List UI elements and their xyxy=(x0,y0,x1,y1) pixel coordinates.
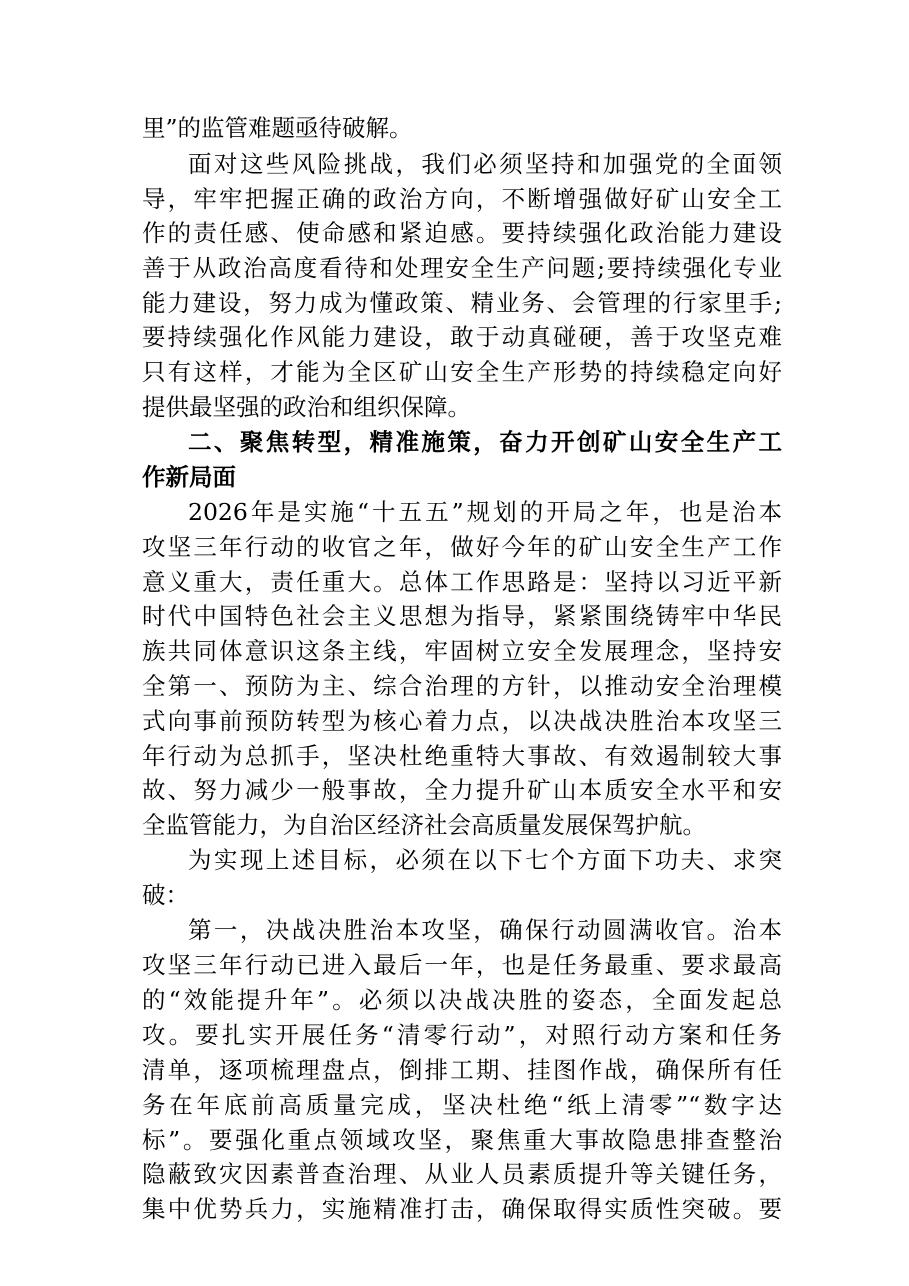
text-line: 的“效能提升年”。必须以决战决胜的姿态，全面发起总 xyxy=(142,986,782,1014)
text-line: 全监管能力，为自治区经济社会高质量发展保驾护航。 xyxy=(142,811,706,839)
text-line: 全第一、预防为主、综合治理的方针，以推动安全治理模 xyxy=(142,672,782,700)
text-line: 族共同体意识这条主线，牢固树立安全发展理念，坚持安 xyxy=(142,637,782,665)
text-line: 作的责任感、使命感和紧迫感。要持续强化政治能力建设 xyxy=(142,219,782,247)
text-line: 标”。要强化重点领域攻坚，聚焦重大事故隐患排查整治 xyxy=(142,1126,782,1154)
text-line: 年行动为总抓手，坚决杜绝重特大事故、有效遏制较大事 xyxy=(142,742,782,770)
text-line: 意义重大，责任重大。总体工作思路是：坚持以习近平新 xyxy=(142,568,782,596)
text-line: 隐蔽致灾因素普查治理、从业人员素质提升等关键任务， xyxy=(142,1160,782,1188)
paragraph-first-line: 第一，决战决胜治本攻坚，确保行动圆满收官。治本 xyxy=(188,916,782,944)
text-line: 务在年底前高质量完成，坚决杜绝“纸上清零”“数字达 xyxy=(142,1091,782,1119)
text-line: 只有这样，才能为全区矿山安全生产形势的持续稳定向好 xyxy=(142,358,782,386)
text-line: 式向事前预防转型为核心着力点，以决战决胜治本攻坚三 xyxy=(142,707,782,735)
text-line: 导，牢牢把握正确的政治方向，不断增强做好矿山安全工 xyxy=(142,185,782,213)
text-line: 提供最坚强的政治和组织保障。 xyxy=(142,393,471,421)
text-line: 集中优势兵力，实施精准打击，确保取得实质性突破。要 xyxy=(142,1195,782,1223)
text-line: 善于从政治高度看待和处理安全生产问题;要持续强化专业 xyxy=(142,254,782,282)
text-line: 里”的监管难题亟待破解。 xyxy=(142,114,413,142)
text-line: 攻坚三年行动已进入最后一年，也是任务最重、要求最高 xyxy=(142,951,782,979)
text-line: 清单，逐项梳理盘点，倒排工期、挂图作战，确保所有任 xyxy=(142,1056,782,1084)
section-heading-continued: 作新局面 xyxy=(142,463,236,491)
text-line: 攻。要扎实开展任务“清零行动”，对照行动方案和任务 xyxy=(142,1021,782,1049)
text-line: 攻坚三年行动的收官之年，做好今年的矿山安全生产工作 xyxy=(142,533,782,561)
paragraph-first-line: 为实现上述目标，必须在以下七个方面下功夫、求突 xyxy=(188,846,782,874)
paragraph-first-line: 2026年是实施“十五五”规划的开局之年，也是治本 xyxy=(188,498,782,526)
text-line: 能力建设，努力成为懂政策、精业务、会管理的行家里手; xyxy=(142,289,782,317)
text-line: 要持续强化作风能力建设，敢于动真碰硬，善于攻坚克难 xyxy=(142,323,782,351)
section-heading: 二、聚焦转型，精准施策，奋力开创矿山安全生产工 xyxy=(188,428,782,456)
text-line: 时代中国特色社会主义思想为指导，紧紧围绕铸牢中华民 xyxy=(142,602,782,630)
paragraph-first-line: 面对这些风险挑战，我们必须坚持和加强党的全面领 xyxy=(188,150,782,178)
text-line: 破： xyxy=(142,881,189,909)
text-line: 故、努力减少一般事故，全力提升矿山本质安全水平和安 xyxy=(142,776,782,804)
